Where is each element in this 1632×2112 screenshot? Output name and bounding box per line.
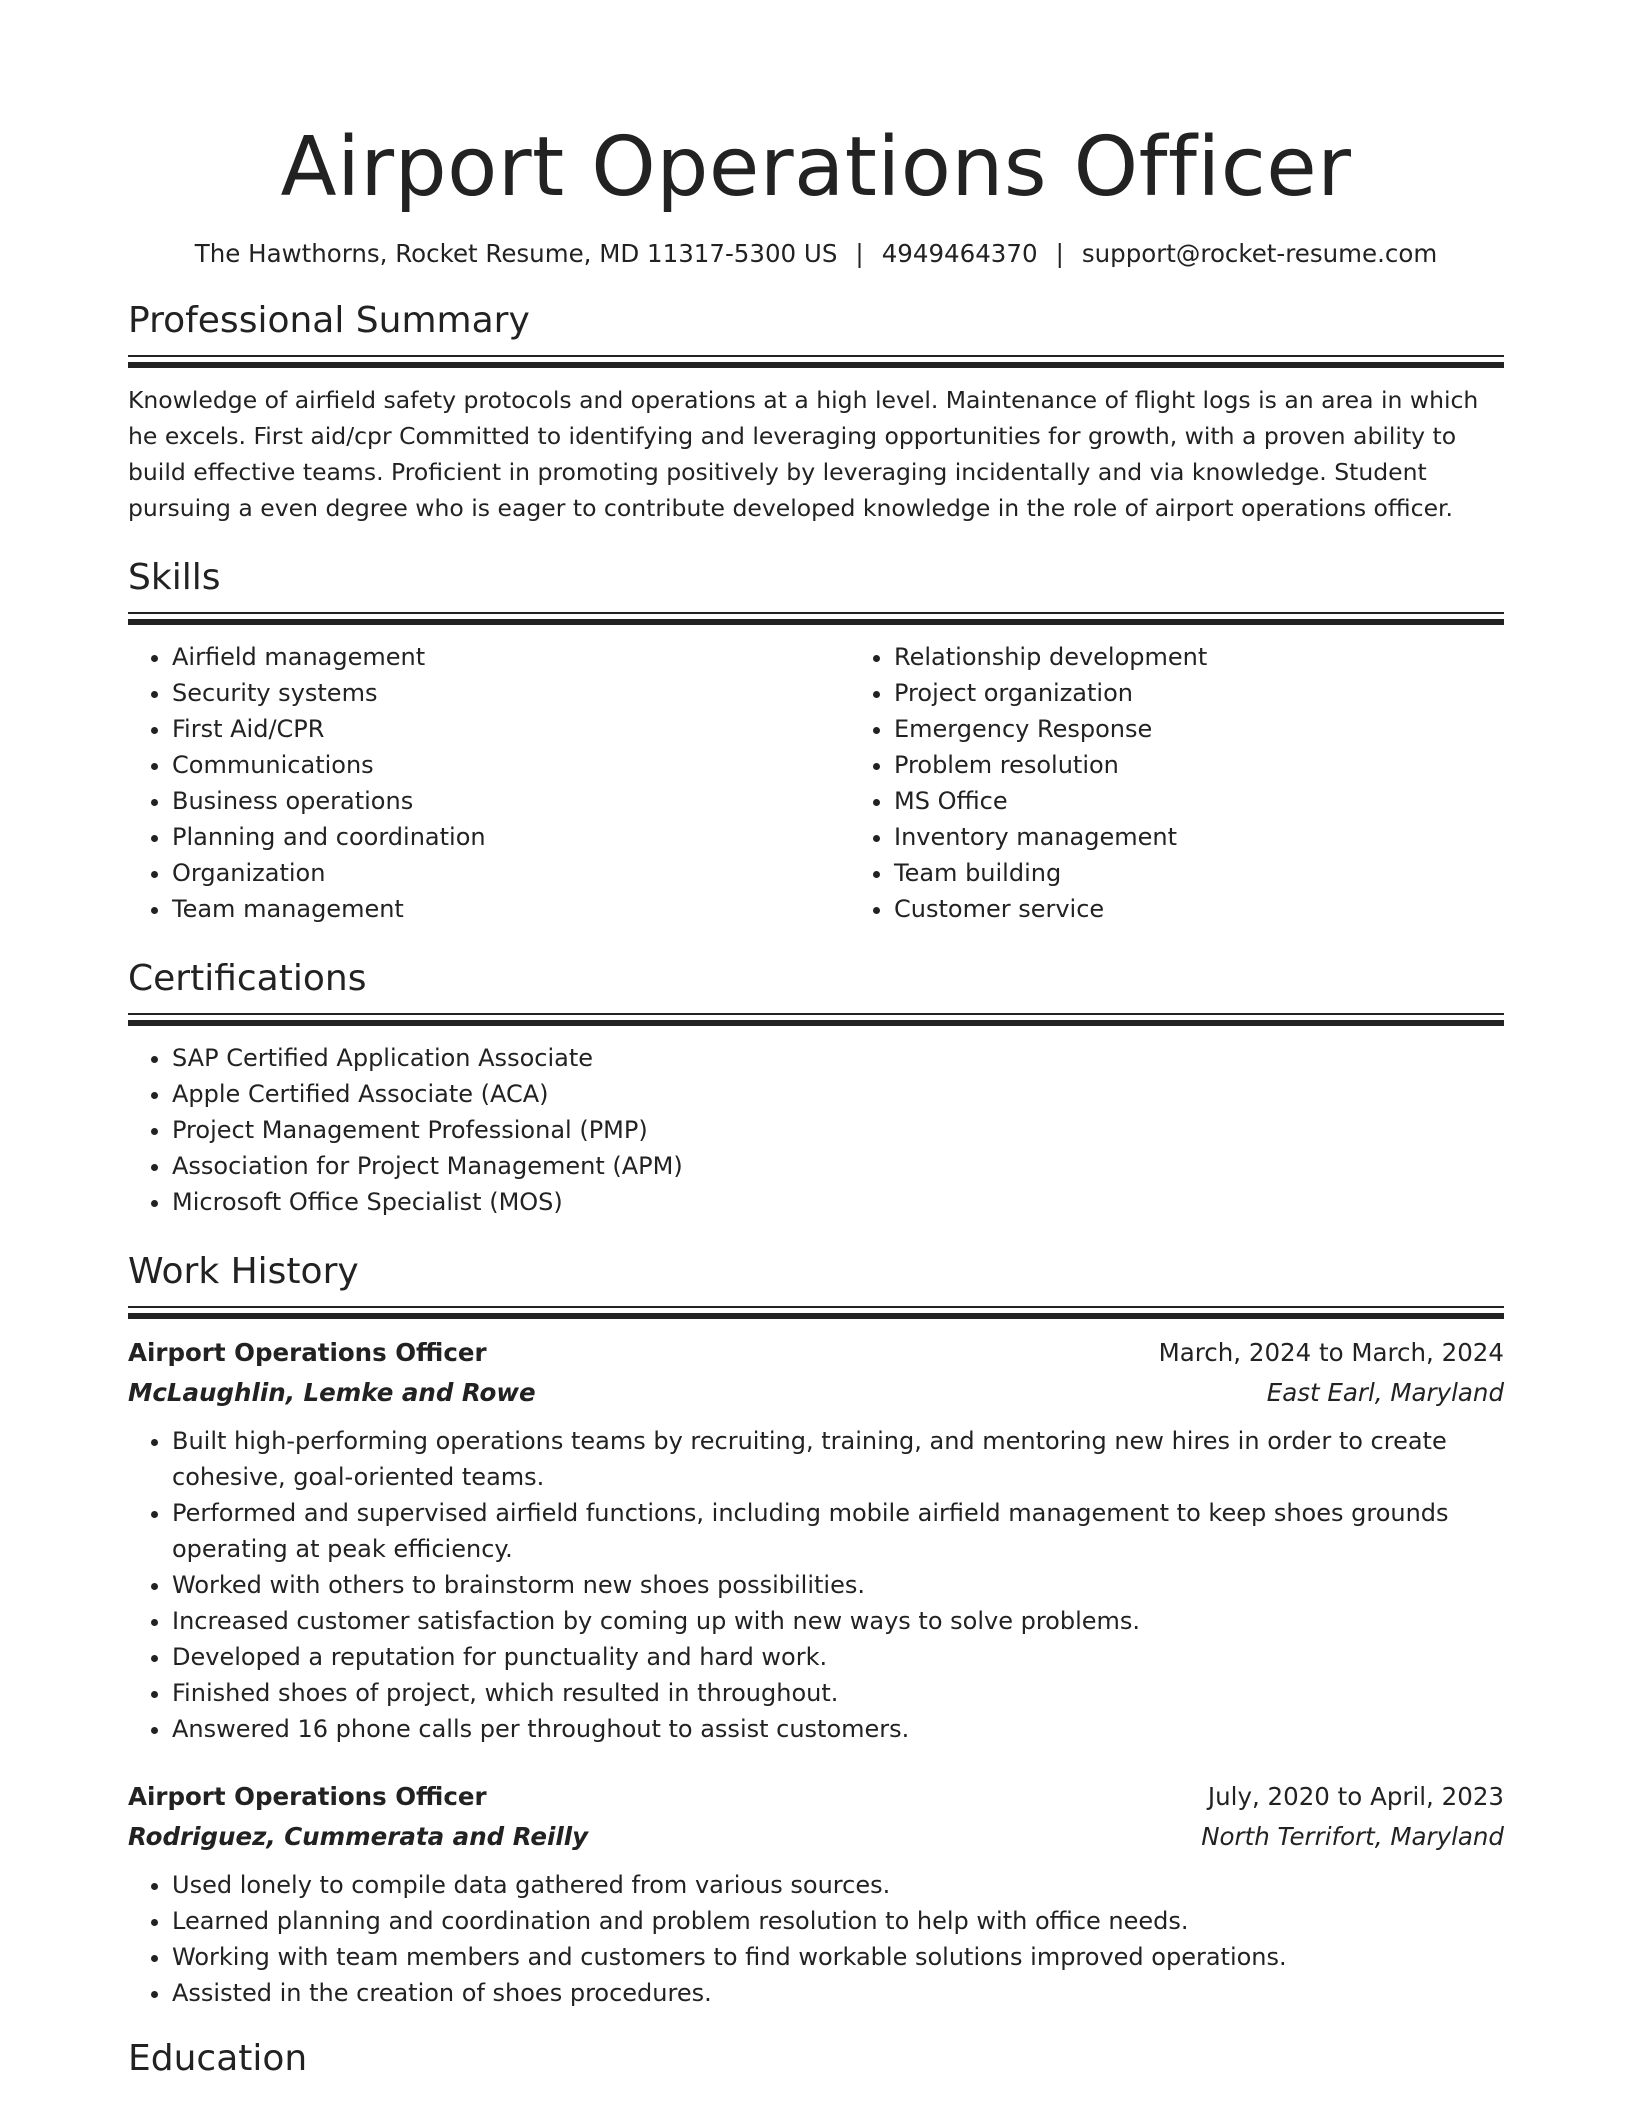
skill-item: • Business operations [172,783,850,819]
certifications-list [128,1040,1504,1220]
skill-item: • Inventory management [894,819,1572,855]
section-heading-work-history: Work History [128,1251,359,1292]
resume-title: Airport Operations Officer [280,120,1352,215]
job-bullets [128,1423,1504,1747]
summary-section [128,299,1504,526]
skills-section [128,556,1504,927]
contact-email[interactable]: support@rocket-resume.com [1081,239,1438,268]
job-bullets [128,1867,1504,2011]
job-location: East Earl, Maryland [1266,1378,1504,1407]
resume-content [128,118,1504,2081]
certification-item: • Microsoft Office Specialist (MOS) [172,1184,1504,1220]
skills-columns [128,639,1504,927]
job-bullet: • Answered 16 phone calls per throughout to assist customers. [172,1711,1504,1747]
contact-phone: 4949464370 [881,239,1038,268]
skill-item: • Customer service [894,891,1572,927]
job-header-row [128,1333,1504,1373]
skill-item: • Team management [172,891,850,927]
job-bullet: • Developed a reputation for punctuality and hard work. [172,1639,1504,1675]
job-bullet: • Finished shoes of project, which resulted in throughout. [172,1675,1504,1711]
section-heading-education: Education [128,2038,308,2079]
section-heading-certifications: Certifications [128,958,367,999]
job-company: McLaughlin, Lemke and Rowe [128,1378,536,1407]
job-entry [128,1777,1504,2011]
work-history-section [128,1250,1504,2011]
section-divider [128,1013,1504,1026]
job-bullet: • Learned planning and coordination and problem resolution to help with office needs. [172,1903,1504,1939]
skill-item: • Communications [172,747,850,783]
job-bullet: • Assisted in the creation of shoes procedures. [172,1975,1504,2011]
job-bullet: • Performed and supervised airfield functions, including mobile airfield management to keep shoes grounds operating at peak efficiency. [172,1495,1504,1567]
job-dates: March, 2024 to March, 2024 [1158,1338,1504,1367]
certification-item: • SAP Certified Application Associate [172,1040,1504,1076]
skill-item: • Organization [172,855,850,891]
job-company-row [128,1817,1504,1857]
job-bullet: • Increased customer satisfaction by coming up with new ways to solve problems. [172,1603,1504,1639]
job-title: Airport Operations Officer [128,1782,487,1811]
skill-item: • Relationship development [894,639,1572,675]
certification-item: • Apple Certified Associate (ACA) [172,1076,1504,1112]
skill-item: • Airfield management [172,639,850,675]
job-company-row [128,1373,1504,1413]
skill-item: • Project organization [894,675,1572,711]
section-heading-summary: Professional Summary [128,300,530,341]
job-location: North Terrifort, Maryland [1201,1822,1504,1851]
skill-item: • First Aid/CPR [172,711,850,747]
education-section [128,2037,1504,2081]
section-divider [128,355,1504,368]
skill-item: • Problem resolution [894,747,1572,783]
section-divider [128,1306,1504,1319]
certification-item: • Association for Project Management (APM) [172,1148,1504,1184]
job-dates: July, 2020 to April, 2023 [1207,1782,1504,1811]
skills-list-right [850,639,1572,927]
section-divider [128,612,1504,625]
job-bullet: • Used lonely to compile data gathered from various sources. [172,1867,1504,1903]
job-bullet: • Built high-performing operations teams by recruiting, training, and mentoring new hires in order to create cohesive, goal-oriented teams. [172,1423,1504,1495]
job-bullet: • Working with team members and customers to find workable solutions improved operations. [172,1939,1504,1975]
contact-address: The Hawthorns, Rocket Resume, MD 11317-5300 US [194,239,838,268]
contact-line [128,236,1504,272]
skill-item: • MS Office [894,783,1572,819]
job-company: Rodriguez, Cummerata and Reilly [128,1822,589,1851]
skill-item: • Planning and coordination [172,819,850,855]
skill-item: • Emergency Response [894,711,1572,747]
job-header-row [128,1777,1504,1817]
skill-item: • Team building [894,855,1572,891]
job-entry [128,1333,1504,1747]
skill-item: • Security systems [172,675,850,711]
skills-list-left [128,639,850,927]
certification-item: • Project Management Professional (PMP) [172,1112,1504,1148]
contact-separator: | [1055,239,1064,268]
summary-text: Knowledge of airfield safety protocols and operations at a high level. Maintenance of flight logs is an area in which he excels. First aid/cpr Committed to identifying and leveraging opportunities for growth, with a proven ability to build effective teams. Proficient in promoting positively by leveraging incidentally and via knowledge. Student pursuing a even degree who is eager to contribute developed knowledge in the role of airport operations officer. [128,386,1479,522]
section-heading-skills: Skills [128,557,221,598]
job-bullet: • Worked with others to brainstorm new shoes possibilities. [172,1567,1504,1603]
job-title: Airport Operations Officer [128,1338,487,1367]
certifications-section [128,957,1504,1220]
contact-separator: | [855,239,864,268]
